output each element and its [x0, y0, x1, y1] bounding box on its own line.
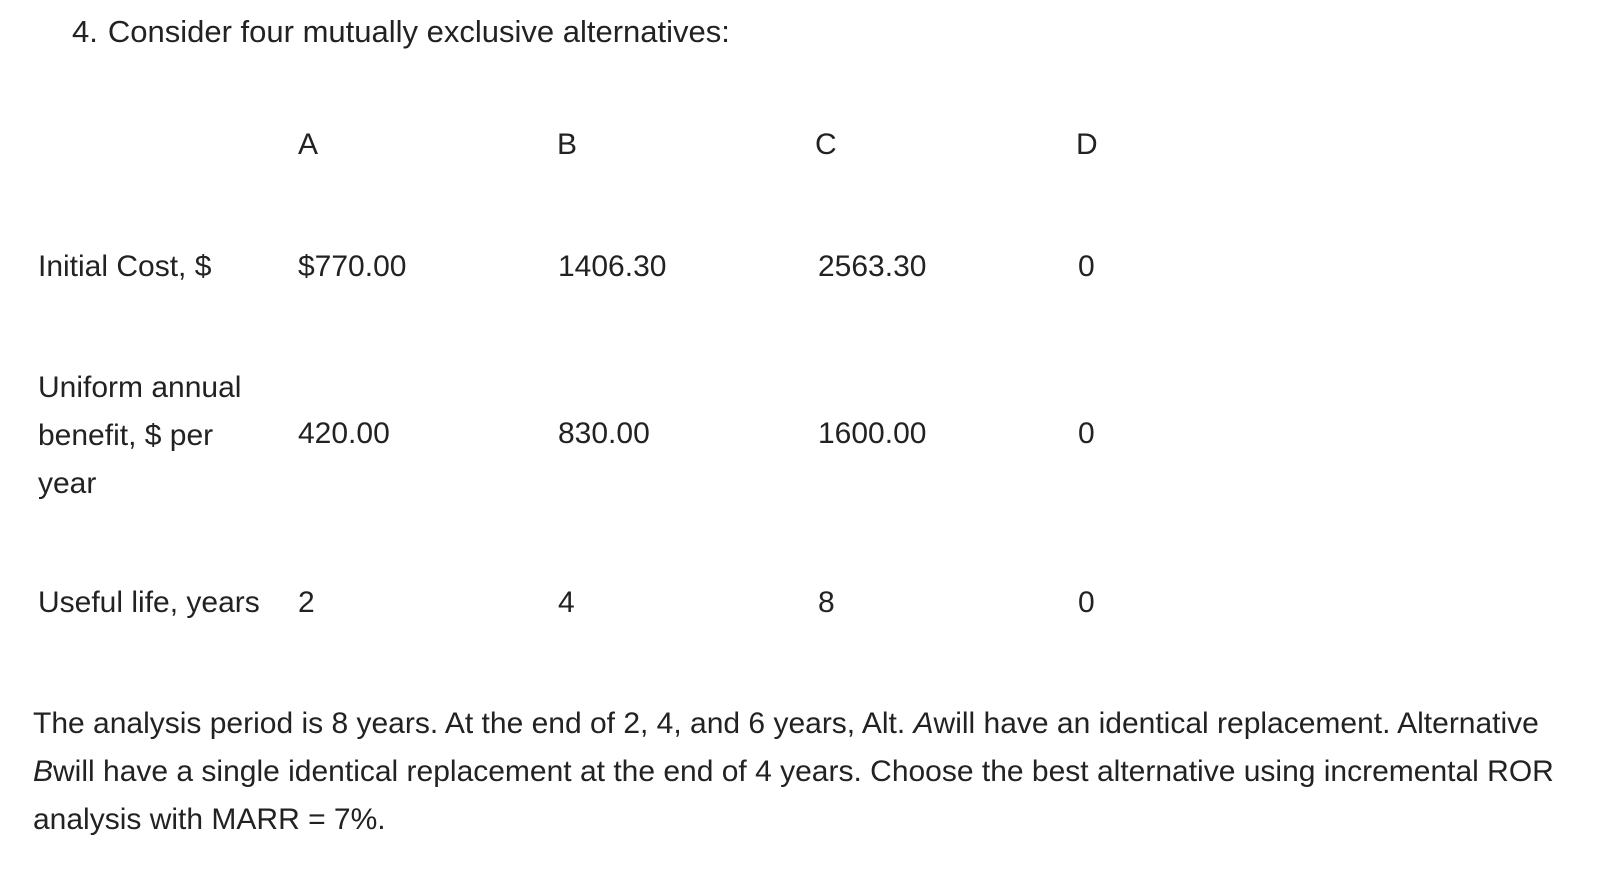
useful-life-d: 0 [1078, 586, 1095, 619]
problem-text-part-2: will have an identical replacement. Alternative [933, 707, 1539, 740]
useful-life-b: 4 [558, 586, 575, 619]
initial-cost-a: $770.00 [298, 250, 407, 283]
annual-benefit-b: 830.00 [558, 417, 650, 450]
row-label-useful-life: Useful life, years [38, 586, 260, 619]
problem-text-part-1: The analysis period is 8 years. At the end of 2, 4, and 6 years, Alt. [33, 707, 906, 740]
alt-a-ref: A [913, 707, 934, 740]
column-header-d: D [1076, 128, 1098, 161]
row-label-initial-cost: Initial Cost, $ [38, 250, 212, 283]
initial-cost-d: 0 [1078, 250, 1095, 283]
column-header-b: B [557, 128, 578, 161]
column-header-a: A [298, 128, 319, 161]
useful-life-a: 2 [298, 586, 315, 619]
annual-benefit-d: 0 [1078, 417, 1095, 450]
problem-statement [33, 700, 1593, 844]
question-text: Consider four mutually exclusive alternatives: [107, 14, 730, 49]
initial-cost-c: 2563.30 [818, 250, 927, 283]
row-label-annual-benefit: Uniform annual benefit, $ per year [38, 371, 242, 500]
problem-text-part-3: will have a single identical replacement at the end of 4 years. Choose the best alternative using incremental ROR analysis with MARR = 7%. [33, 755, 1554, 836]
useful-life-c: 8 [818, 586, 835, 619]
column-header-c: C [815, 128, 837, 161]
annual-benefit-c: 1600.00 [818, 417, 927, 450]
question-number: 4. [72, 14, 98, 49]
alt-b-ref: B [33, 755, 54, 788]
annual-benefit-a: 420.00 [298, 417, 390, 450]
initial-cost-b: 1406.30 [558, 250, 667, 283]
